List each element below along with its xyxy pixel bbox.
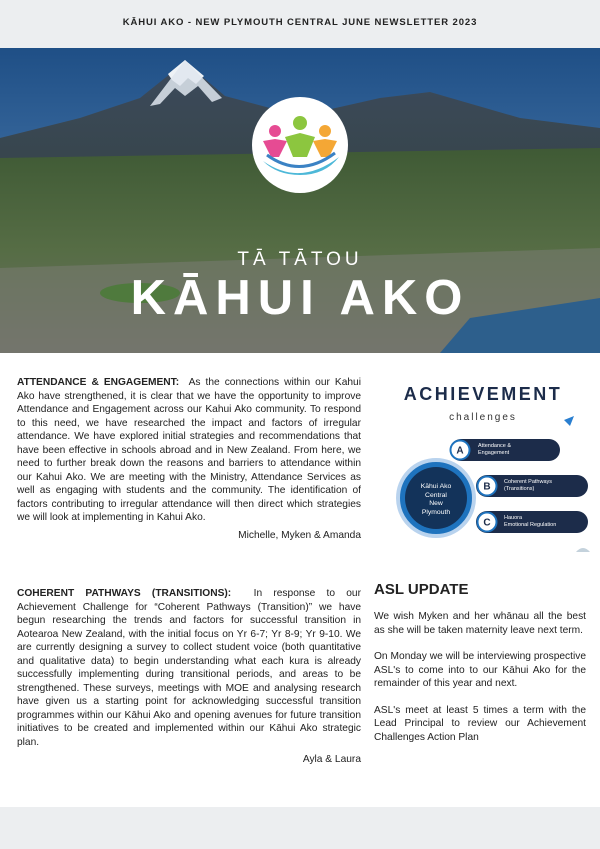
hero-title: KĀHUI AKO xyxy=(130,271,470,325)
asl-paragraph-2: On Monday we will be interviewing prospective ASL's to come into to our Kāhui Ako for the remainder of this year and next. xyxy=(374,651,586,689)
asl-paragraph-3: ASL's meet at least 5 times a term with the Lead Principal to review our Achievement Challenges Action Plan xyxy=(374,704,586,743)
newsletter-title: KĀHUI AKO - NEW PLYMOUTH CENTRAL JUNE NEWSLETTER 2023 xyxy=(122,17,478,28)
attendance-signature: Michelle, Myken & Amanda xyxy=(238,529,361,541)
challenge-a-letter: A xyxy=(456,445,464,457)
newsletter-footer xyxy=(0,807,600,849)
hero-banner xyxy=(0,48,600,353)
asl-paragraph-1: We wish Myken and her whānau all the best as she will be taken maternity leave next term. xyxy=(374,611,586,636)
attendance-section xyxy=(17,376,361,542)
achievement-diagram xyxy=(378,378,598,558)
hero-subtitle: TĀ TĀTOU xyxy=(237,249,363,270)
pathways-section xyxy=(17,587,361,767)
challenge-a-label: Attendance & Engagement xyxy=(478,443,512,456)
family-hands-logo-icon xyxy=(245,95,355,195)
cloud-icon xyxy=(576,548,590,552)
challenge-b-letter: B xyxy=(483,481,491,493)
achievement-subtitle: challenges xyxy=(449,412,517,423)
newsletter-header xyxy=(0,0,600,48)
attendance-body: As the connections within our Kahui Ako have strengthened, it is clear that we have the opportunity to improve Attendance and Engagement across our Kahui Ako community. To respond to this need, we have researched the impact and factors of irregular attendance. We have explored initial strategies and recommendations that have been effective in schools abroad and in New Zealand. From here, we need to further break down the reasons and barriers to attendance within our Kahui Ako. We are meeting with the Ministry, Attendance Services as well as engaging with students and the community. The identification of factors contributing to irregular attendance will then direct which strategies we will look at implementing in Kahui Ako. xyxy=(17,377,361,523)
pathways-signature: Ayla & Laura xyxy=(302,754,361,765)
achievement-title: ACHIEVEMENT xyxy=(403,384,563,404)
achievement-challenges-graphic xyxy=(378,378,598,558)
challenge-c-letter: C xyxy=(483,517,491,529)
attendance-heading: ATTENDANCE & ENGAGEMENT: xyxy=(17,377,180,388)
challenge-b-label: Coherent Pathways (Transitions) xyxy=(504,479,552,492)
pathways-heading: COHERENT PATHWAYS (TRANSITIONS): xyxy=(17,588,232,599)
asl-update-section xyxy=(374,581,586,757)
pathways-body: In response to our Achievement Challenge for “Coherent Pathways (Transition)” we have begun researching the trends and factors for successful transition in Aotearoa New Zealand, with the initial focus on Yr 6-7; Yr 8-9; Yr 9-10. We are currently designing a survey to collect student voice (both quantitative and qualitative data) to begin understanding what each kura is already successfully implementing during transitional periods, and areas to be strengthened. These surveys, meetings with MOE and analysing research have given us a starting point for acknowledging successful transition programmes within our Kāhui Ako and opening avenues for future transition initiatives to be created and implemented within our Kāhui Ako strategic plan. xyxy=(17,588,361,748)
center-circle-label: Kāhui Ako Central New Plymouth xyxy=(420,483,452,516)
challenge-c-label: Hauora Emotional Regulation xyxy=(504,515,557,528)
asl-heading: ASL UPDATE xyxy=(374,581,469,598)
